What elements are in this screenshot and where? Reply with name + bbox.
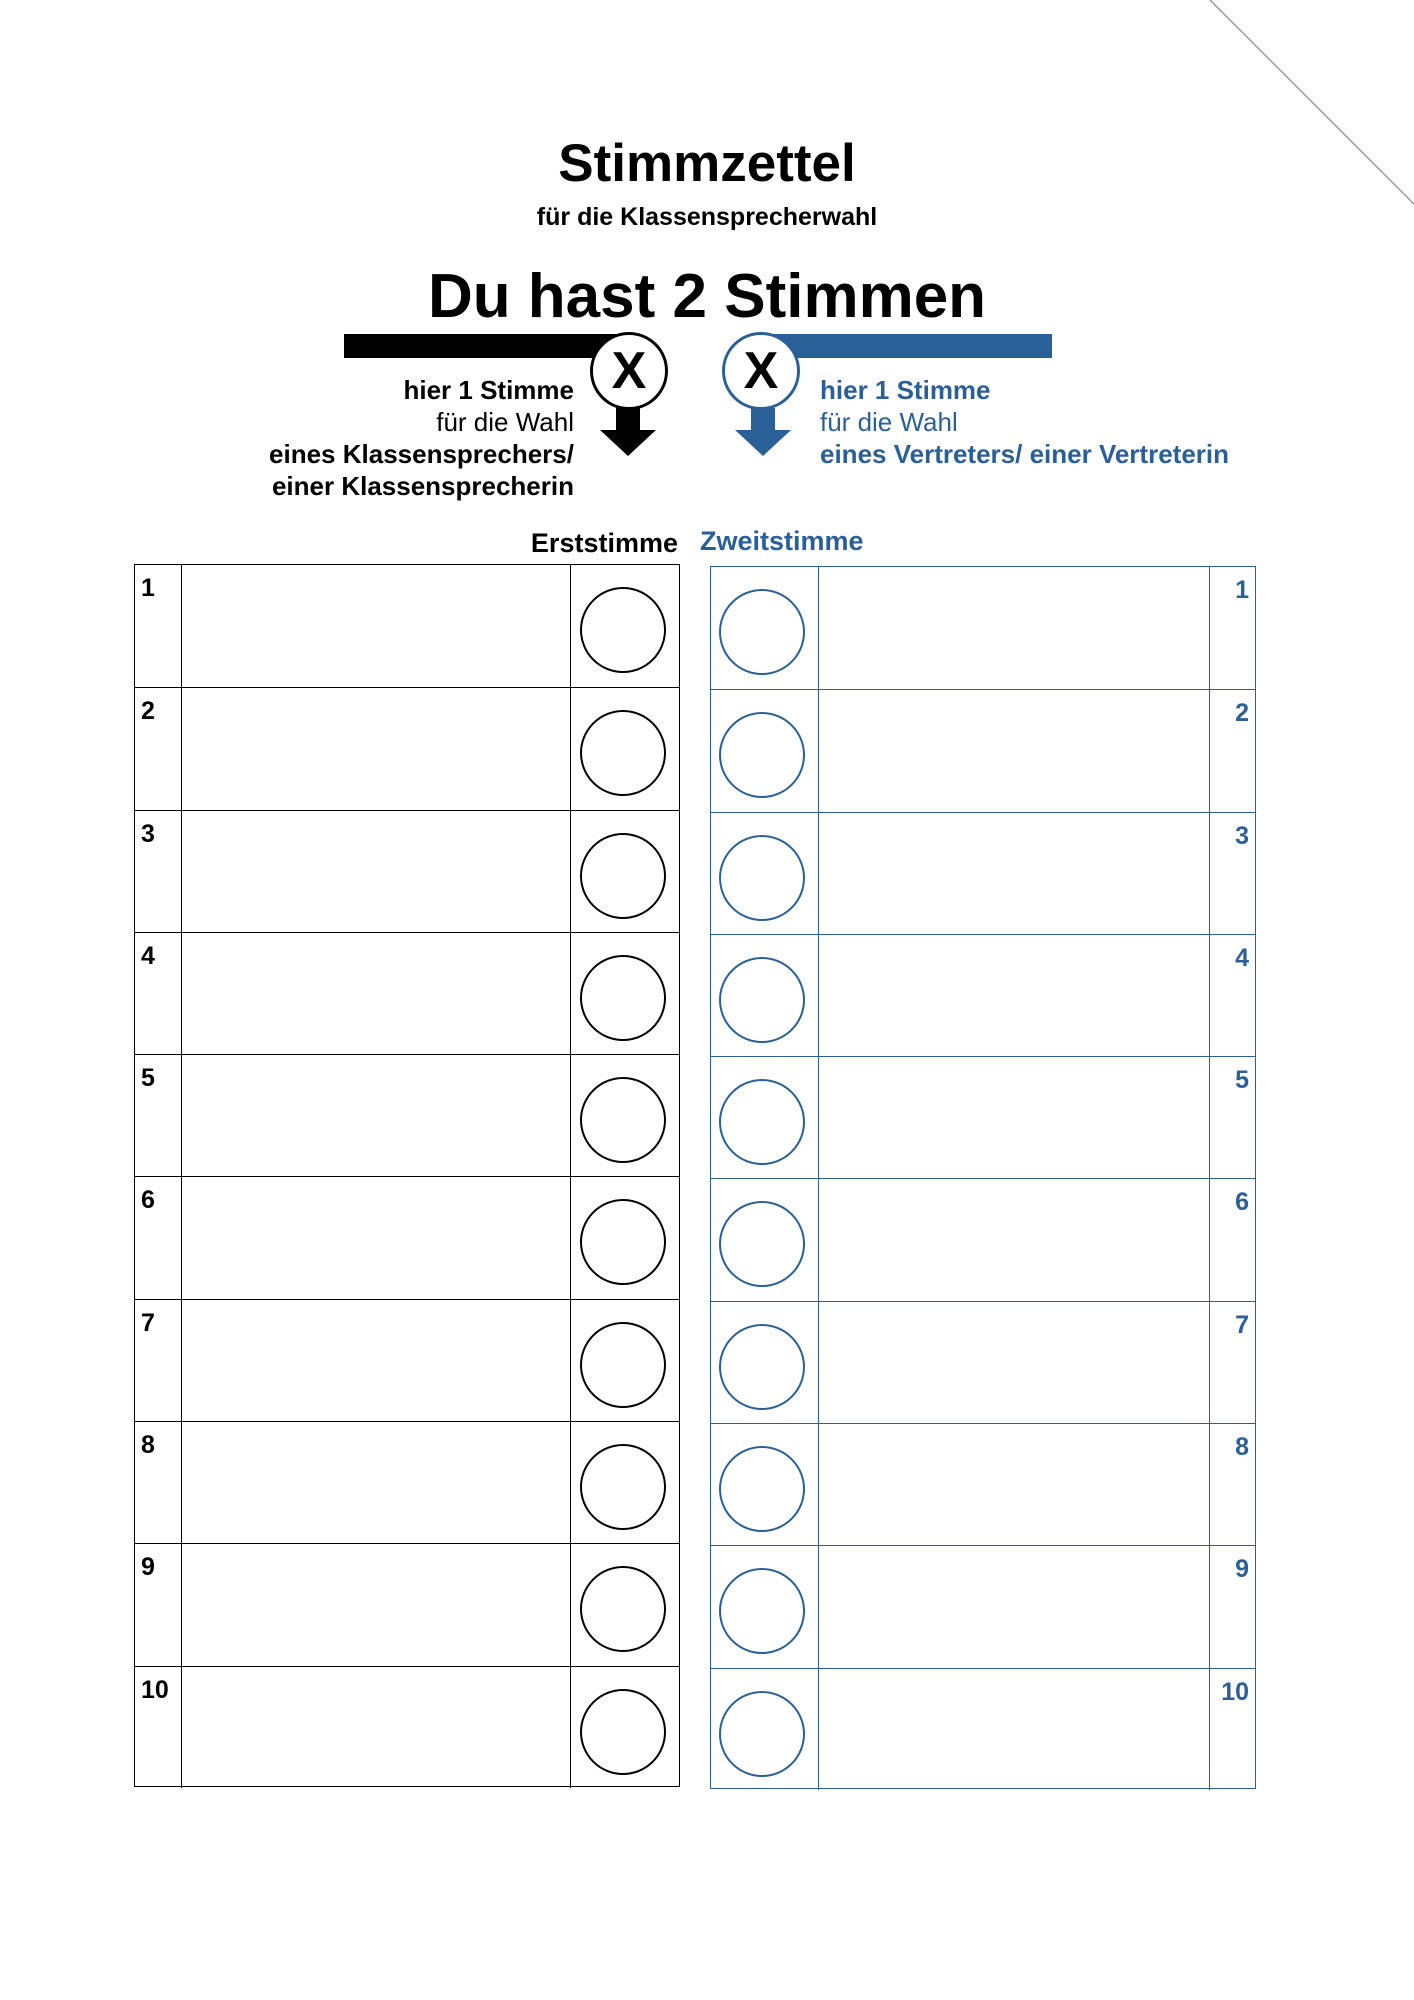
second-vote-circle[interactable] [719,1324,805,1410]
first-vote-cell [571,1055,679,1176]
first-vote-cell [571,811,679,932]
candidate-row [711,1301,1255,1423]
candidate-name-field[interactable] [819,935,1210,1056]
candidate-row [711,1668,1255,1790]
second-vote-column-label: Zweitstimme [700,526,864,556]
instruction-line: hier 1 Stimme [820,375,991,405]
candidate-number: 8 [1235,1433,1249,1462]
candidate-name-field[interactable] [182,811,571,932]
candidate-number: 10 [141,1675,169,1704]
candidate-name-field[interactable] [819,1546,1210,1667]
candidate-number: 6 [1235,1188,1249,1217]
arrow-down-icon [735,408,791,456]
candidate-name-field[interactable] [819,1424,1210,1545]
candidate-name-field[interactable] [819,690,1210,811]
candidate-row [135,1054,679,1176]
candidate-name-field[interactable] [182,1544,571,1665]
candidate-number-cell [135,811,182,932]
candidate-number-cell [1210,690,1255,811]
candidate-number: 2 [141,697,155,726]
second-vote-circle[interactable] [719,1079,805,1165]
first-vote-x-mark: X [590,332,668,410]
candidate-number: 3 [141,819,155,848]
second-vote-circle[interactable] [719,957,805,1043]
second-vote-cell [711,935,819,1056]
candidate-number-cell [1210,567,1255,689]
first-vote-circle[interactable] [580,587,666,673]
candidate-number: 4 [1235,943,1249,972]
candidate-number-cell [135,1422,182,1543]
candidate-row [135,932,679,1054]
candidate-number-cell [135,688,182,809]
instruction-line: hier 1 Stimme [403,375,574,405]
second-vote-cell [711,567,819,689]
instruction-line: für die Wahl [820,407,958,437]
candidate-name-field[interactable] [182,1667,571,1788]
first-vote-circle[interactable] [580,710,666,796]
second-vote-circle[interactable] [719,1568,805,1654]
candidate-number-cell [135,1544,182,1665]
candidate-number-cell [1210,1546,1255,1667]
candidate-name-field[interactable] [182,565,571,687]
candidate-name-field[interactable] [819,1179,1210,1300]
candidate-row [135,1299,679,1421]
first-vote-circle[interactable] [580,955,666,1041]
candidate-number-cell [1210,1057,1255,1178]
candidate-number-cell [1210,1302,1255,1423]
candidate-row [711,567,1255,689]
candidate-number-cell [1210,813,1255,934]
candidate-number-cell [1210,1179,1255,1300]
first-vote-instruction [269,374,574,502]
first-vote-cell [571,1422,679,1543]
candidate-number-cell [135,1055,182,1176]
candidate-row [711,934,1255,1056]
candidate-row [711,812,1255,934]
candidate-number-cell [135,1300,182,1421]
first-vote-cell [571,1177,679,1298]
candidate-number: 6 [141,1186,155,1215]
instruction-line: für die Wahl [436,407,574,437]
candidate-name-field[interactable] [819,813,1210,934]
candidate-number: 7 [141,1308,155,1337]
instruction-line: einer Klassensprecherin [271,471,574,501]
candidate-number: 1 [141,574,155,602]
second-vote-table [710,566,1256,1789]
first-vote-circle[interactable] [580,1199,666,1285]
first-vote-cell [571,1544,679,1665]
candidate-row [711,1178,1255,1300]
first-vote-cell [571,1667,679,1788]
candidate-row [135,565,679,687]
candidate-name-field[interactable] [182,1300,571,1421]
first-vote-table [134,564,680,1787]
candidate-name-field[interactable] [819,1057,1210,1178]
second-vote-cell [711,1424,819,1545]
second-vote-bar [760,334,1052,358]
candidate-number: 2 [1235,699,1249,728]
first-vote-circle[interactable] [580,1444,666,1530]
votes-headline: Du hast 2 Stimmen [427,262,987,331]
candidate-row [711,1056,1255,1178]
candidate-name-field[interactable] [819,1669,1210,1790]
ballot-subtitle: für die Klassensprecherwahl [536,203,878,231]
candidate-name-field[interactable] [182,688,571,809]
first-vote-cell [571,933,679,1054]
candidate-number: 9 [1235,1555,1249,1584]
second-vote-cell [711,690,819,811]
instruction-line: eines Klassensprechers/ [269,439,574,469]
candidate-row [135,1543,679,1665]
first-vote-bar [344,334,629,358]
candidate-row [135,687,679,809]
first-vote-circle[interactable] [580,1322,666,1408]
candidate-number-cell [135,1177,182,1298]
ballot-title: Stimmzettel [558,134,856,193]
second-vote-circle[interactable] [719,712,805,798]
candidate-number: 5 [141,1064,155,1093]
second-vote-cell [711,1179,819,1300]
candidate-row [711,689,1255,811]
second-vote-circle[interactable] [719,1691,805,1777]
second-vote-x-mark: X [722,332,800,410]
candidate-number: 9 [141,1553,155,1582]
first-vote-cell [571,1300,679,1421]
candidate-number-cell [135,933,182,1054]
instruction-line: eines Vertreters/ einer Vertreterin [820,439,1230,469]
candidate-number-cell [1210,1669,1255,1790]
candidate-number-cell [135,565,182,687]
second-vote-cell [711,1057,819,1178]
candidate-number: 1 [1235,576,1249,604]
arrow-down-icon [600,408,656,456]
candidate-row [135,1176,679,1298]
candidate-number-cell [1210,1424,1255,1545]
first-vote-cell [571,565,679,687]
candidate-number: 7 [1235,1310,1249,1339]
first-vote-circle[interactable] [580,833,666,919]
candidate-number-cell [1210,935,1255,1056]
candidate-row [135,1421,679,1543]
candidate-number: 10 [1221,1677,1249,1706]
candidate-name-field[interactable] [182,1422,571,1543]
first-vote-cell [571,688,679,809]
second-vote-cell [711,1546,819,1667]
candidate-row [135,810,679,932]
second-vote-circle[interactable] [719,835,805,921]
second-vote-circle[interactable] [719,1201,805,1287]
candidate-row [135,1666,679,1788]
candidate-name-field[interactable] [819,1302,1210,1423]
candidate-row [711,1423,1255,1545]
first-vote-circle[interactable] [580,1689,666,1775]
candidate-number: 3 [1235,821,1249,850]
candidate-name-field[interactable] [182,1177,571,1298]
first-vote-circle[interactable] [580,1077,666,1163]
candidate-number-cell [135,1667,182,1788]
candidate-name-field[interactable] [819,567,1210,689]
candidate-number: 8 [141,1431,155,1460]
second-vote-circle[interactable] [719,589,805,675]
candidate-number: 4 [141,941,155,970]
second-vote-cell [711,1302,819,1423]
second-vote-cell [711,1669,819,1790]
second-vote-cell [711,813,819,934]
candidate-name-field[interactable] [182,933,571,1054]
second-vote-circle[interactable] [719,1446,805,1532]
candidate-row [711,1545,1255,1667]
second-vote-instruction [820,374,1229,470]
first-vote-circle[interactable] [580,1566,666,1652]
first-vote-column-label: Erststimme [530,528,678,558]
candidate-name-field[interactable] [182,1055,571,1176]
candidate-number: 5 [1235,1066,1249,1095]
